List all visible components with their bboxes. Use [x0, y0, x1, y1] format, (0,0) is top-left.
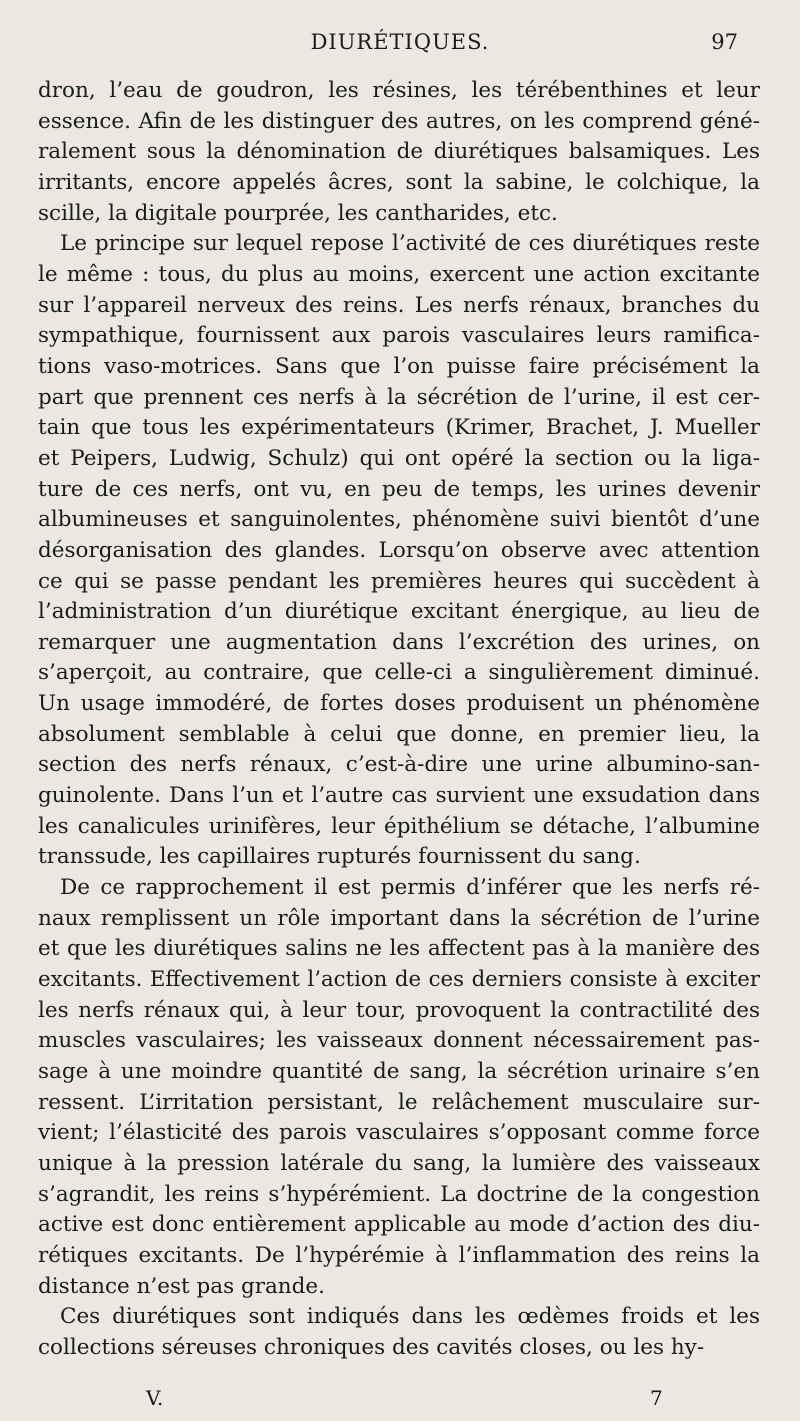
text-line: ressent. L’irritation persistant, le relâchement musculaire sur- — [38, 1089, 760, 1115]
text-line: part que prennent ces nerfs à la sécrétion de l’urine, il est cer- — [38, 384, 760, 410]
text-line: tions vaso-motrices. Sans que l’on puisse faire précisément la — [38, 353, 760, 379]
text-line: albumineuses et sanguinolentes, phénomène suivi bientôt d’une — [38, 507, 760, 533]
paragraph — [38, 873, 760, 1302]
page-footer — [0, 1386, 800, 1416]
text-line: active est donc entièrement applicable au mode d’action des diu- — [38, 1212, 760, 1238]
text-line: scille, la digitale pourprée, les cantharides, etc. — [38, 200, 558, 226]
text-line: remarquer une augmentation dans l’excrétion des urines, on — [38, 629, 760, 655]
text-line: tain que tous les expérimentateurs (Krimer, Brachet, J. Mueller — [38, 415, 760, 441]
text-line: et Peipers, Ludwig, Schulz) qui ont opéré la section ou la liga- — [38, 445, 760, 471]
text-line: désorganisation des glandes. Lorsqu’on observe avec attention — [38, 537, 760, 563]
text-line: section des nerfs rénaux, c’est-à-dire une urine albumino-san- — [38, 752, 760, 778]
text-line: distance n’est pas grande. — [38, 1273, 325, 1299]
text-line: sage à une moindre quantité de sang, la sécrétion urinaire s’en — [38, 1059, 760, 1084]
text-line: transsude, les capillaires rupturés fournissent du sang. — [38, 844, 641, 870]
text-line: rétiques excitants. De l’hypérémie à l’inflammation des reins la — [38, 1242, 760, 1268]
text-line: collections séreuses chroniques des cavités closes, ou les hy- — [38, 1334, 705, 1360]
text-line: les canalicules urinifères, leur épithélium se détache, l’albumine — [38, 813, 760, 839]
body-text — [38, 76, 760, 1364]
page-header — [0, 30, 800, 60]
text-line: absolument semblable à celui que donne, en premier lieu, la — [38, 721, 760, 747]
signature-mark-volume: V. — [146, 1386, 164, 1410]
text-line: le même : tous, du plus au moins, exercent une action excitante — [38, 261, 760, 287]
text-line: s’aperçoit, au contraire, que celle-ci a singulièrement diminué. — [38, 660, 760, 686]
signature-mark-number: 7 — [650, 1386, 663, 1410]
text-line: Le principe sur lequel repose l’activité de ces diurétiques reste — [60, 231, 760, 257]
text-line: ture de ces nerfs, ont vu, en peu de temps, les urines devenir — [38, 476, 760, 502]
text-line: Ces diurétiques sont indiqués dans les œdèmes froids et les — [60, 1304, 760, 1330]
text-line: unique à la pression latérale du sang, la lumière des vaisseaux — [38, 1150, 760, 1176]
running-title: DIURÉTIQUES. — [310, 30, 490, 54]
text-line: excitants. Effectivement l’action de ces derniers consiste à exciter — [38, 967, 760, 993]
text-line: sympathique, fournissent aux parois vasculaires leurs ramifica- — [38, 323, 760, 349]
text-line: dron, l’eau de goudron, les résines, les térébenthines et leur — [38, 78, 760, 103]
text-line: vient; l’élasticité des parois vasculaires s’opposant comme force — [38, 1120, 760, 1146]
page-number: 97 — [711, 30, 738, 54]
text-line: ce qui se passe pendant les premières heures qui succèdent à — [38, 568, 760, 594]
paragraph — [38, 1302, 760, 1363]
text-line: sur l’appareil nerveux des reins. Les nerfs rénaux, branches du — [38, 292, 760, 318]
text-line: guinolente. Dans l’un et l’autre cas survient une exsudation dans — [38, 783, 760, 809]
text-line: les nerfs rénaux qui, à leur tour, provoquent la contractilité des — [38, 997, 760, 1023]
paragraph — [38, 76, 760, 229]
text-line: naux remplissent un rôle important dans la sécrétion de l’urine — [38, 905, 760, 931]
text-line: et que les diurétiques salins ne les affectent pas à la manière des — [38, 936, 760, 962]
text-line: l’administration d’un diurétique excitant énergique, au lieu de — [38, 599, 760, 625]
text-line: De ce rapprochement il est permis d’inférer que les nerfs ré- — [60, 875, 760, 901]
paragraph — [38, 229, 760, 873]
text-line: irritants, encore appelés âcres, sont la sabine, le colchique, la — [38, 169, 760, 195]
text-line: s’agrandit, les reins s’hypérémient. La doctrine de la congestion — [38, 1181, 760, 1207]
text-line: Un usage immodéré, de fortes doses produisent un phénomène — [38, 691, 760, 717]
text-line: ralement sous la dénomination de diurétiques balsamiques. Les — [38, 139, 760, 165]
text-line: essence. Afin de les distinguer des autres, on les comprend géné- — [38, 108, 760, 134]
text-line: muscles vasculaires; les vaisseaux donnent nécessairement pas- — [38, 1028, 760, 1054]
